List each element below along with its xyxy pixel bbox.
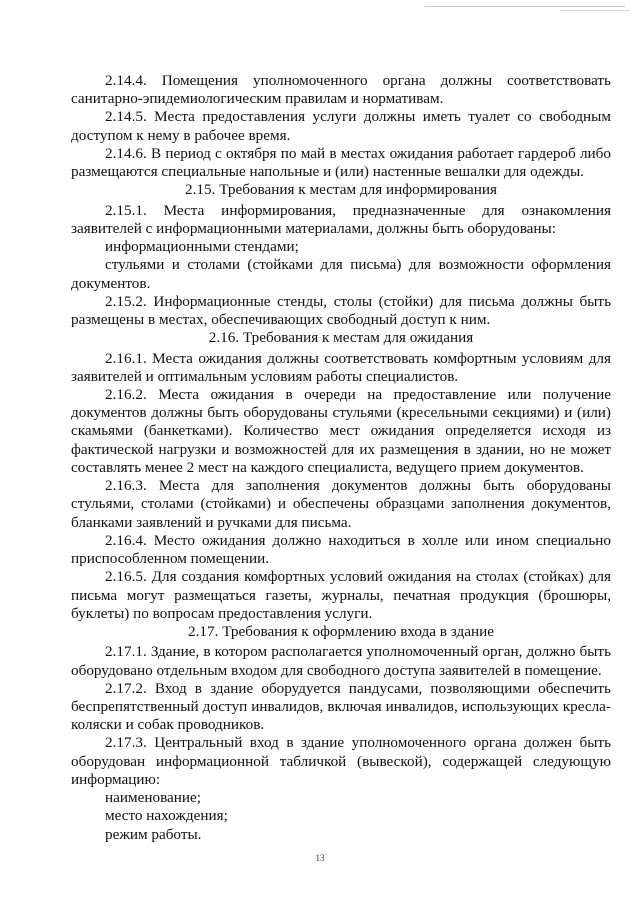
list-item-schedule: режим работы. <box>105 825 202 843</box>
paragraph-2-15-1: 2.15.1. Места информирования, предназначенные для ознакомления заявителей с информационными материалами, должны быть оборудованы: <box>71 201 611 237</box>
page-number: 13 <box>315 853 325 863</box>
section-2-15 <box>71 181 611 329</box>
document-page <box>71 72 611 844</box>
paragraph-2-16-1: 2.16.1. Места ожидания должны соответствовать комфортным условиям для заявителей и оптимальным условиям работы специалистов. <box>71 349 611 385</box>
heading-2-16: 2.16. Требования к местам для ожидания <box>208 329 474 347</box>
paragraph-2-17-1: 2.17.1. Здание, в котором располагается уполномоченный орган, должно быть оборудовано отдельным входом для свободного доступа заявителей в помещение. <box>71 643 611 679</box>
paragraph-2-17-3: 2.17.3. Центральный вход в здание уполномоченного органа должен быть оборудован информационной табличкой (вывеской), содержащей следующую информацию: <box>71 734 611 788</box>
paragraph-2-15-2: 2.15.2. Информационные стенды, столы (стойки) для письма должны быть размещены в местах, обеспечивающих свободный доступ к ним. <box>71 292 611 329</box>
heading-2-15: 2.15. Требования к местам для информирования <box>185 181 497 199</box>
paragraph-2-16-3: 2.16.3. Места для заполнения документов должны быть оборудованы стульями, столами (стойками) и обеспечены образцами заполнения документов, бланками заявлений и ручками для письма. <box>71 477 611 531</box>
paragraph-2-16-4: 2.16.4. Место ожидания должно находиться в холле или ином специально приспособленном помещении. <box>71 531 611 568</box>
scan-artifact-line <box>425 6 625 7</box>
paragraph-2-17-2: 2.17.2. Вход в здание оборудуется пандусами, позволяющими обеспечить беспрепятственный доступ инвалидов, включая инвалидов, использующих кресла-коляски и собак проводников. <box>71 679 611 734</box>
list-item-location: место нахождения; <box>105 807 228 825</box>
paragraph-2-16-2: 2.16.2. Места ожидания в очереди на предоставление или получение документов должны быть оборудованы стульями (кресельными секциями) и (или) скамьями (банкетками). Количество мест ожидания определяется исходя из фактической нагрузки и возможностей для их размещения в здании, но не может составлять менее 2 мест на каждого специалиста, ведущего прием документов. <box>71 385 611 476</box>
paragraph-2-14-6: 2.14.6. В период с октября по май в местах ожидания работает гардероб либо размещаются специальные напольные и (или) настенные вешалки для одежды. <box>71 144 611 181</box>
paragraph-2-16-5: 2.16.5. Для создания комфортных условий ожидания на столах (стойках) для письма могут размещаться газеты, журналы, печатная продукция (брошюры, буклеты) по вопросам предоставления услуги. <box>71 568 611 622</box>
list-item-stands: информационными стендами; <box>105 238 299 256</box>
paragraph-2-14-5: 2.14.5. Места предоставления услуги должны иметь туалет со свободным доступом к нему в рабочее время. <box>71 108 611 144</box>
list-item-chairs-tables: стульями и столами (стойками для письма) для возможности оформления документов. <box>71 256 611 292</box>
scan-artifact-line <box>560 10 630 11</box>
heading-2-17: 2.17. Требования к оформлению входа в здание <box>188 623 494 641</box>
paragraph-2-14-4: 2.14.4. Помещения уполномоченного органа должны соответствовать санитарно-эпидемиологическим правилам и нормативам. <box>71 72 611 108</box>
section-2-16 <box>71 329 611 623</box>
section-2-17 <box>71 623 611 844</box>
list-item-name: наименование; <box>105 789 201 807</box>
section-2-14 <box>71 72 611 181</box>
